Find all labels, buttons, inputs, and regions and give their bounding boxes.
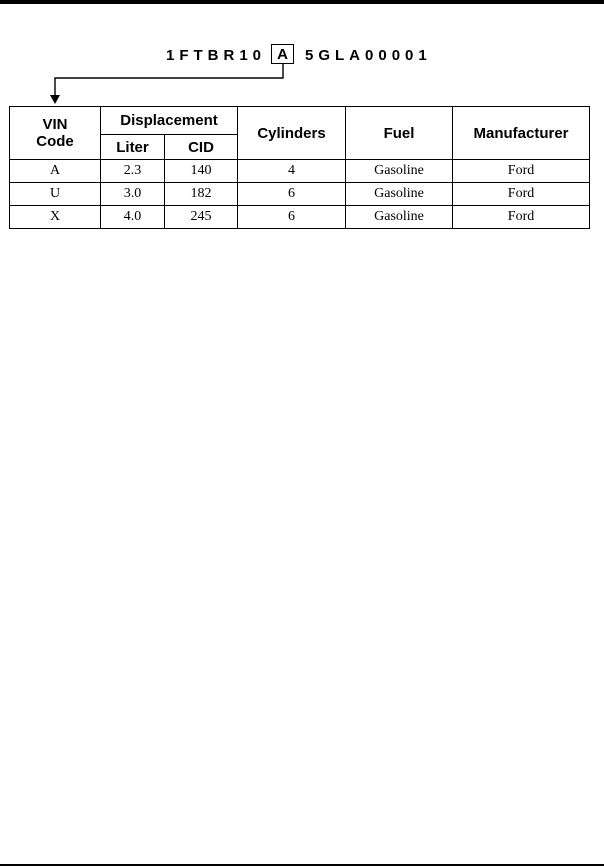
cell-liter: 2.3 [101, 160, 165, 183]
table-row [10, 183, 590, 206]
cell-fuel: Gasoline [346, 206, 453, 229]
table-row [10, 160, 590, 183]
header-cid: CID [165, 135, 238, 160]
cell-liter: 4.0 [101, 206, 165, 229]
cell-fuel: Gasoline [346, 160, 453, 183]
header-vin-code-line2: Code [36, 133, 74, 150]
cell-cylinders: 6 [238, 183, 346, 206]
header-displacement: Displacement [101, 107, 238, 135]
header-vin-code-line1: VIN [42, 116, 68, 133]
cell-cylinders: 6 [238, 206, 346, 229]
cell-cylinders: 4 [238, 160, 346, 183]
header-fuel: Fuel [346, 107, 453, 160]
vin-suffix: 5GLA00001 [305, 47, 432, 64]
cell-cid: 140 [165, 160, 238, 183]
vin-prefix: 1FTBR10 [166, 47, 267, 64]
cell-code: X [10, 206, 101, 229]
cell-liter: 3.0 [101, 183, 165, 206]
vin-engine-code-box: A [271, 44, 294, 64]
header-liter: Liter [101, 135, 165, 160]
vin-number [0, 44, 604, 68]
top-rule [0, 0, 604, 4]
header-manufacturer: Manufacturer [453, 107, 590, 160]
header-cylinders: Cylinders [238, 107, 346, 160]
header-vin-code [10, 107, 101, 160]
bottom-rule [0, 864, 604, 866]
cell-code: U [10, 183, 101, 206]
cell-manufacturer: Ford [453, 183, 590, 206]
cell-cid: 245 [165, 206, 238, 229]
cell-code: A [10, 160, 101, 183]
table-row [10, 206, 590, 229]
cell-fuel: Gasoline [346, 183, 453, 206]
cell-manufacturer: Ford [453, 206, 590, 229]
cell-manufacturer: Ford [453, 160, 590, 183]
cell-cid: 182 [165, 183, 238, 206]
engine-identification-table [9, 106, 590, 229]
